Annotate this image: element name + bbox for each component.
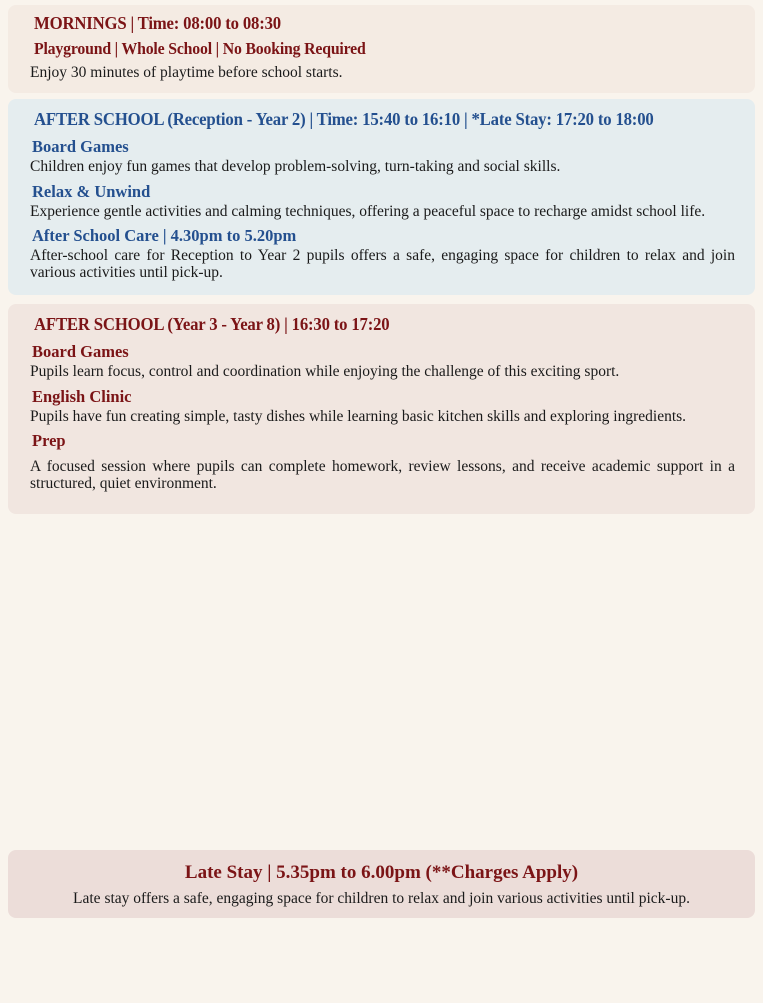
mornings-header-text: MORNINGS | Time: 08:00 to 08:30 [34,13,282,33]
mornings-subheader [34,37,735,61]
mornings-description: Enjoy 30 minutes of playtime before school starts. [30,64,343,81]
activity-description: A focused session where pupils can complete homework, review lessons, and receive academic support in a structured, quiet environment. [30,458,735,492]
mornings-header [34,11,735,35]
activity-after-school-care [30,226,735,281]
section-after-school-reception-year2 [8,99,755,295]
section-late-stay [8,850,755,918]
activity-title: Prep [32,431,66,450]
activity-relax-unwind [30,182,735,221]
activity-description: Children enjoy fun games that develop problem-solving, turn-taking and social skills. [30,158,561,175]
infants-header-text: AFTER SCHOOL (Reception - Year 2) | Time: 15:40 to 16:10 | *Late Stay: 17:20 to 18:00 [34,109,654,129]
late-stay-header: Late Stay | 5.35pm to 6.00pm (**Charges Apply) [184,862,579,883]
activity-description: Pupils learn focus, control and coordination while enjoying the challenge of this exciting sport. [30,363,620,380]
section-after-school-year3-year8 [8,304,755,514]
activity-description: After-school care for Reception to Year 2 pupils offers a safe, engaging space for children to relax and join various activities until pick-up. [30,247,735,281]
section-mornings [8,5,755,93]
activity-english-clinic [30,387,735,426]
activity-title: Board Games [32,137,129,156]
activities-schedule-page [0,5,763,918]
juniors-header [34,312,735,336]
activity-title: English Clinic [32,386,132,406]
activity-prep [30,431,735,492]
infants-header [34,107,735,131]
activity-title: Board Games [32,342,129,361]
juniors-header-text: AFTER SCHOOL (Year 3 - Year 8) | 16:30 to 17:20 [34,314,390,334]
activity-title: Relax & Unwind [32,181,151,201]
activity-board-games-juniors [30,342,735,381]
activity-board-games-infants [30,137,735,176]
activity-title: After School Care | 4.30pm to 5.20pm [32,226,297,245]
late-stay-description: Late stay offers a safe, engaging space for children to relax and join various activities until pick-up. [73,890,690,907]
activity-description: Pupils have fun creating simple, tasty dishes while learning basic kitchen skills and exploring ingredients. [30,407,687,425]
mornings-subheader-text: Playground | Whole School | No Booking Required [34,39,366,58]
activity-description: Experience gentle activities and calming techniques, offering a peaceful space to recharge amidst school life. [30,202,706,220]
